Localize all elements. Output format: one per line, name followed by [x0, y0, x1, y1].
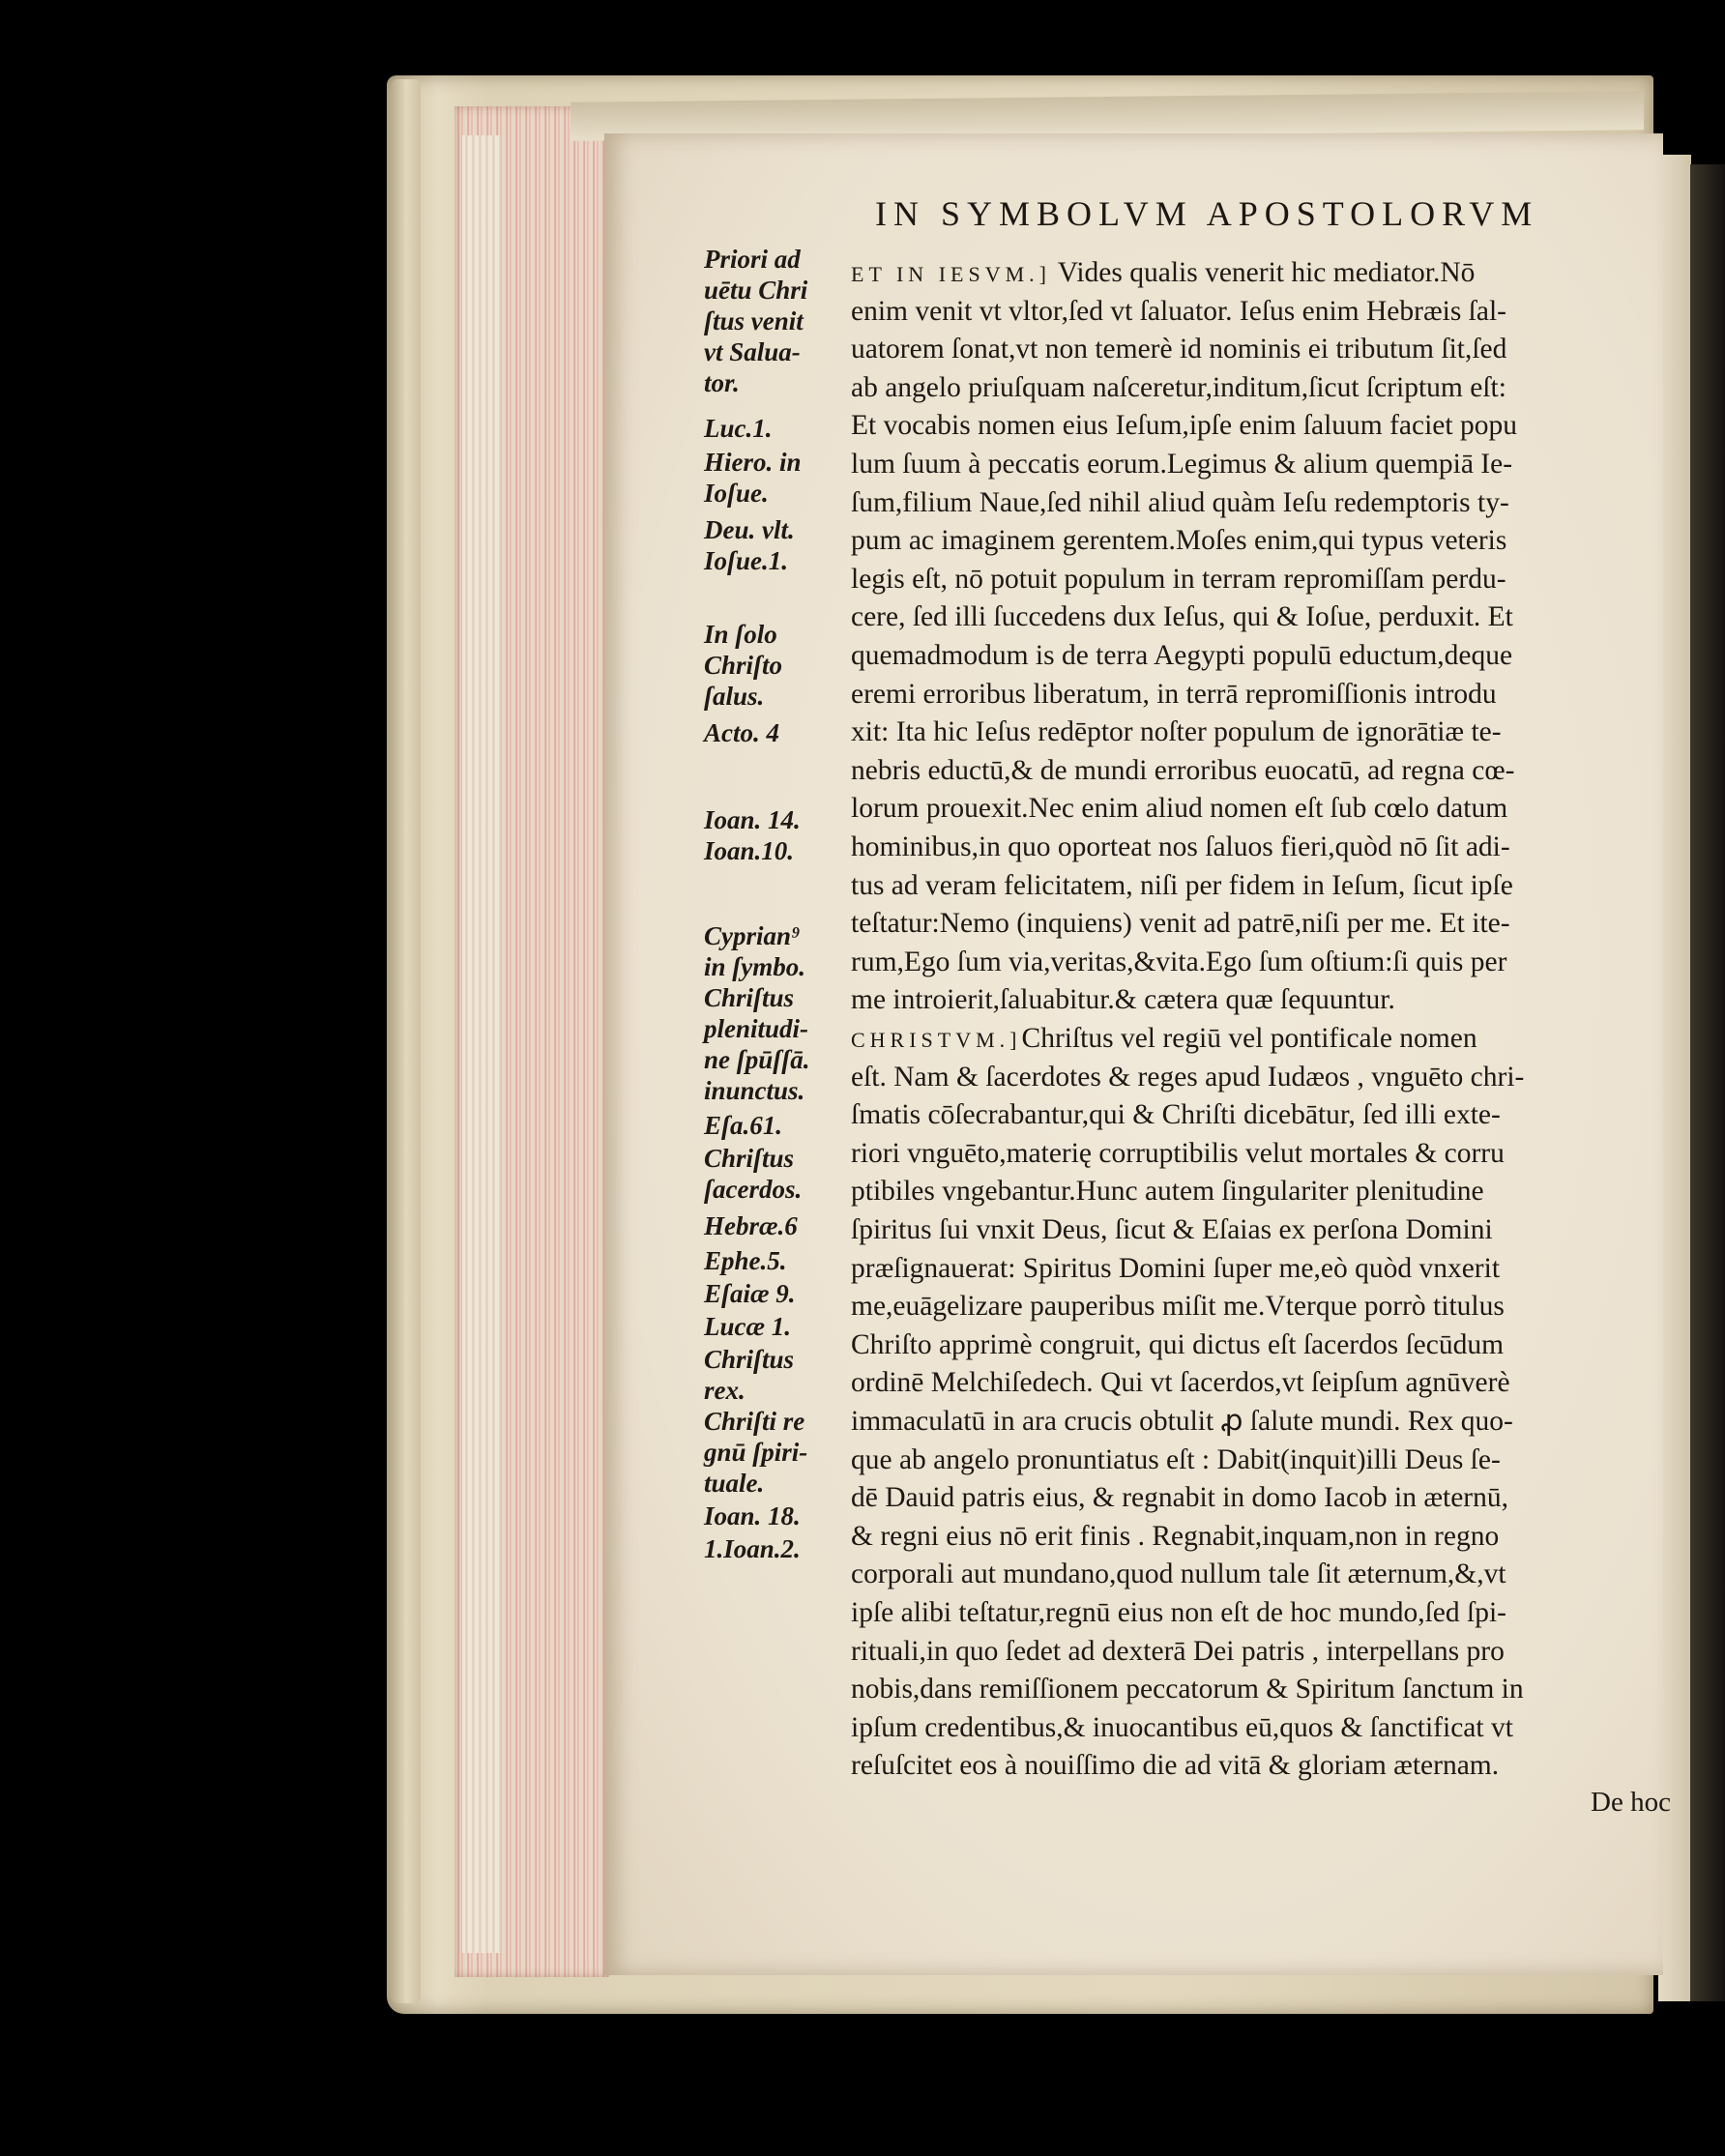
margin-note: uētu Chri — [704, 276, 808, 305]
line-text: ipſe alibi teſtatur,regnū eius non eſt de hoc mundo,ſed ſpi- — [851, 1597, 1506, 1628]
text-line — [851, 945, 1506, 981]
line-text: nobis,dans remiſſionem peccatorum & Spiritum ſanctum in — [851, 1674, 1524, 1705]
text-line — [851, 1021, 1477, 1058]
text-line — [851, 1251, 1500, 1288]
margin-note: Ioan. 14. — [704, 805, 801, 834]
page-edges-pale — [462, 135, 501, 1953]
text-line — [851, 599, 1513, 636]
text-line — [851, 1748, 1499, 1785]
text-line — [851, 1672, 1524, 1708]
text-line — [851, 255, 1475, 292]
section-lemma: CHRISTVM.] — [851, 1028, 1022, 1052]
margin-note: Ioſue. — [704, 479, 769, 508]
line-text: nebris eductū,& de mundi erroribus euocatū, ad regna cœ- — [851, 754, 1515, 786]
text-line — [851, 982, 1395, 1019]
text-line — [851, 868, 1513, 905]
line-text: & regni eius nō erit finis . Regnabit,inquam,non in regno — [851, 1520, 1500, 1552]
margin-note: Ephe.5. — [704, 1246, 787, 1275]
text-line — [851, 1442, 1501, 1479]
text-line — [851, 714, 1502, 751]
text-line — [851, 753, 1514, 790]
text-line — [851, 906, 1510, 943]
line-text: xit: Ita hic Ieſus redēptor noſter populum de ignorātiæ te- — [851, 716, 1502, 748]
text-line — [851, 830, 1510, 866]
text-line — [851, 1136, 1505, 1173]
line-text: ordinē Melchiſedech. Qui vt ſacerdos,vt ſeipſum agnūverè — [851, 1367, 1510, 1399]
line-text: eſt. Nam & ſacerdotes & reges apud Iudæos , vnguēto chri- — [851, 1061, 1525, 1093]
line-text: corporali aut mundano,quod nullum tale ſit æternum,&,vt — [851, 1559, 1506, 1590]
margin-note: Chriſtus — [704, 1345, 795, 1374]
text-line — [851, 1212, 1493, 1249]
margin-notes — [704, 244, 844, 1791]
text-line — [851, 1634, 1505, 1671]
text-line — [851, 1595, 1506, 1632]
line-text: præſignauerat: Spiritus Domini ſuper me,eò quòd vnxerit — [851, 1252, 1501, 1284]
text-line — [851, 638, 1512, 675]
text-line — [851, 1097, 1501, 1134]
text-line — [851, 562, 1506, 598]
margin-note: ne ſpūſſā. — [704, 1045, 810, 1074]
line-text: riori vnguēto,materię corruptibilis velut mortales & corru — [851, 1137, 1505, 1169]
margin-note: Chriſti re — [704, 1407, 805, 1436]
margin-note: Deu. vlt. — [704, 515, 795, 544]
line-text: reſuſcitet eos à nouiſſimo die ad vitā & gloriam æternam. — [851, 1750, 1500, 1782]
margin-note: Chriſtus — [704, 1144, 795, 1173]
margin-note: in ſymbo. — [704, 952, 805, 981]
line-text: ſum,filium Naue,ſed nihil aliud quàm Ieſu redemptoris ty- — [851, 486, 1509, 518]
line-text: lorum prouexit.Nec enim aliud nomen eſt ſub cœlo datum — [851, 793, 1508, 825]
line-text: lum ſuum à peccatis eorum.Legimus & alium quempiā Ie- — [851, 449, 1513, 480]
margin-note: ſacerdos. — [704, 1175, 803, 1204]
text-line — [851, 447, 1512, 483]
line-text: me introierit,ſaluabitur.& cætera quæ ſequuntur. — [851, 984, 1395, 1016]
margin-note: ſalus. — [704, 682, 765, 711]
margin-note: Lucæ 1. — [704, 1312, 791, 1341]
text-line — [851, 294, 1506, 331]
margin-note: tuale. — [704, 1469, 765, 1498]
text-line — [851, 1060, 1524, 1096]
line-text: rum,Ego ſum via,veritas,&vita.Ego ſum oſtium:ſi quis per — [851, 946, 1507, 977]
margin-note: Ioan. 18. — [704, 1501, 801, 1530]
text-line — [851, 677, 1497, 714]
margin-note: Ioſue.1. — [704, 546, 788, 575]
facing-page-shadow — [1690, 164, 1725, 2001]
line-text: pum ac imaginem gerentem.Moſes enim,qui typus veteris — [851, 525, 1507, 557]
line-text: cere, ſed illi ſuccedens dux Ieſus, qui & Ioſue, perduxit. Et — [851, 601, 1513, 633]
margin-note: inunctus. — [704, 1076, 805, 1105]
line-text: eremi erroribus liberatum, in terrā repromiſſionis introdu — [851, 678, 1497, 710]
running-head: IN SYMBOLVM APOSTOLORVM — [875, 194, 1539, 233]
margin-note: Chriſtus — [704, 983, 795, 1012]
text-line — [851, 1710, 1513, 1747]
line-text: Chriſto apprimè congruit, qui dictus eſt ſacerdos ſecūdum — [851, 1328, 1505, 1360]
cover-spine-edge — [392, 79, 421, 2003]
text-line — [851, 1327, 1504, 1364]
text-line — [851, 791, 1507, 828]
margin-note: ſtus venit — [704, 306, 804, 335]
line-text: me,euāgelizare pauperibus miſit me.Vterque porrò titulus — [851, 1291, 1505, 1323]
text-line — [851, 1480, 1508, 1517]
line-text: legis eſt, nō potuit populum in terram repromiſſam perdu- — [851, 563, 1506, 595]
margin-note: Chriſto — [704, 651, 783, 680]
line-text: hominibus,in quo oporteat nos ſaluos fieri,quòd nō ſit adi- — [851, 831, 1510, 862]
line-text: ab angelo priuſquam naſceretur,inditum,ſicut ſcriptum eſt: — [851, 371, 1506, 403]
text-line — [851, 485, 1509, 522]
margin-note: gnū ſpiri- — [704, 1438, 808, 1467]
margin-note: Priori ad — [704, 245, 801, 274]
margin-note: vt Salua- — [704, 337, 801, 366]
margin-note: Acto. 4 — [704, 718, 779, 747]
body-text — [851, 255, 1673, 1802]
text-line — [851, 523, 1506, 560]
margin-note: rex. — [704, 1376, 746, 1405]
line-text: enim venit vt vltor,ſed vt ſaluator. Ieſus enim Hebræis ſal- — [851, 295, 1506, 327]
line-text: rituali,in quo ſedet ad dexterā Dei patris , interpellans pro — [851, 1635, 1505, 1667]
line-text: que ab angelo pronuntiatus eſt : Dabit(inquit)illi Deus ſe- — [851, 1443, 1501, 1475]
line-text: quemadmodum is de terra Aegypti populū eductum,deque — [851, 640, 1513, 671]
text-line — [851, 1404, 1513, 1441]
section-lemma: ET IN IESVM.] — [851, 262, 1051, 286]
line-text: ſpiritus ſui vnxit Deus, ſicut & Eſaias ex perſona Domini — [851, 1214, 1493, 1245]
margin-note: 1.Ioan.2. — [704, 1534, 801, 1563]
line-text: ipſum credentibus,& inuocantibus eū,quos & ſanctificat vt — [851, 1711, 1513, 1743]
line-text: Vides qualis venerit hic mediator.Nō — [1050, 257, 1476, 288]
line-text: Et vocabis nomen eius Ieſum,ipſe enim ſaluum faciet popu — [851, 410, 1517, 442]
line-text: dē Dauid patris eius, & regnabit in domo Iacob in æternū, — [851, 1482, 1508, 1514]
margin-note: In ſolo — [704, 620, 777, 649]
line-text: uatorem ſonat,vt non temerè id nominis ei tributum ſit,ſed — [851, 334, 1507, 365]
margin-note: Hiero. in — [704, 448, 802, 477]
margin-note: Cyprian⁹ — [704, 921, 801, 950]
margin-note: Eſaiæ 9. — [704, 1279, 796, 1308]
margin-note: Ioan.10. — [704, 836, 795, 865]
text-line — [851, 1519, 1499, 1556]
catchword: De hoc — [1591, 1787, 1671, 1818]
text-line — [851, 370, 1506, 407]
text-line — [851, 1557, 1506, 1593]
text-line — [851, 1365, 1510, 1402]
line-text: Chriſtus vel regiū vel pontificale nomen — [1021, 1023, 1477, 1054]
line-text: ſmatis cōſecrabantur,qui & Chriſti dicebātur, ſed illi exte- — [851, 1099, 1501, 1131]
margin-note: Eſa.61. — [704, 1111, 782, 1140]
text-line — [851, 1174, 1484, 1210]
margin-note: tor. — [704, 368, 740, 397]
text-line — [851, 408, 1517, 445]
text-line — [851, 332, 1506, 368]
line-text: immaculatū in ara crucis obtulit ꝓ ſalute mundi. Rex quo- — [851, 1406, 1513, 1437]
line-text: tus ad veram felicitatem, niſi per fidem in Ieſum, ſicut ipſe — [851, 869, 1513, 901]
line-text: ptibiles vngebantur.Hunc autem ſingulariter plenitudine — [851, 1176, 1484, 1208]
margin-note: Hebræ.6 — [704, 1211, 798, 1240]
text-line — [851, 1289, 1505, 1326]
margin-note: plenitudi- — [704, 1014, 809, 1043]
line-text: teſtatur:Nemo (inquiens) venit ad patrē,niſi per me. Et ite- — [851, 908, 1510, 940]
margin-note: Luc.1. — [704, 414, 773, 443]
